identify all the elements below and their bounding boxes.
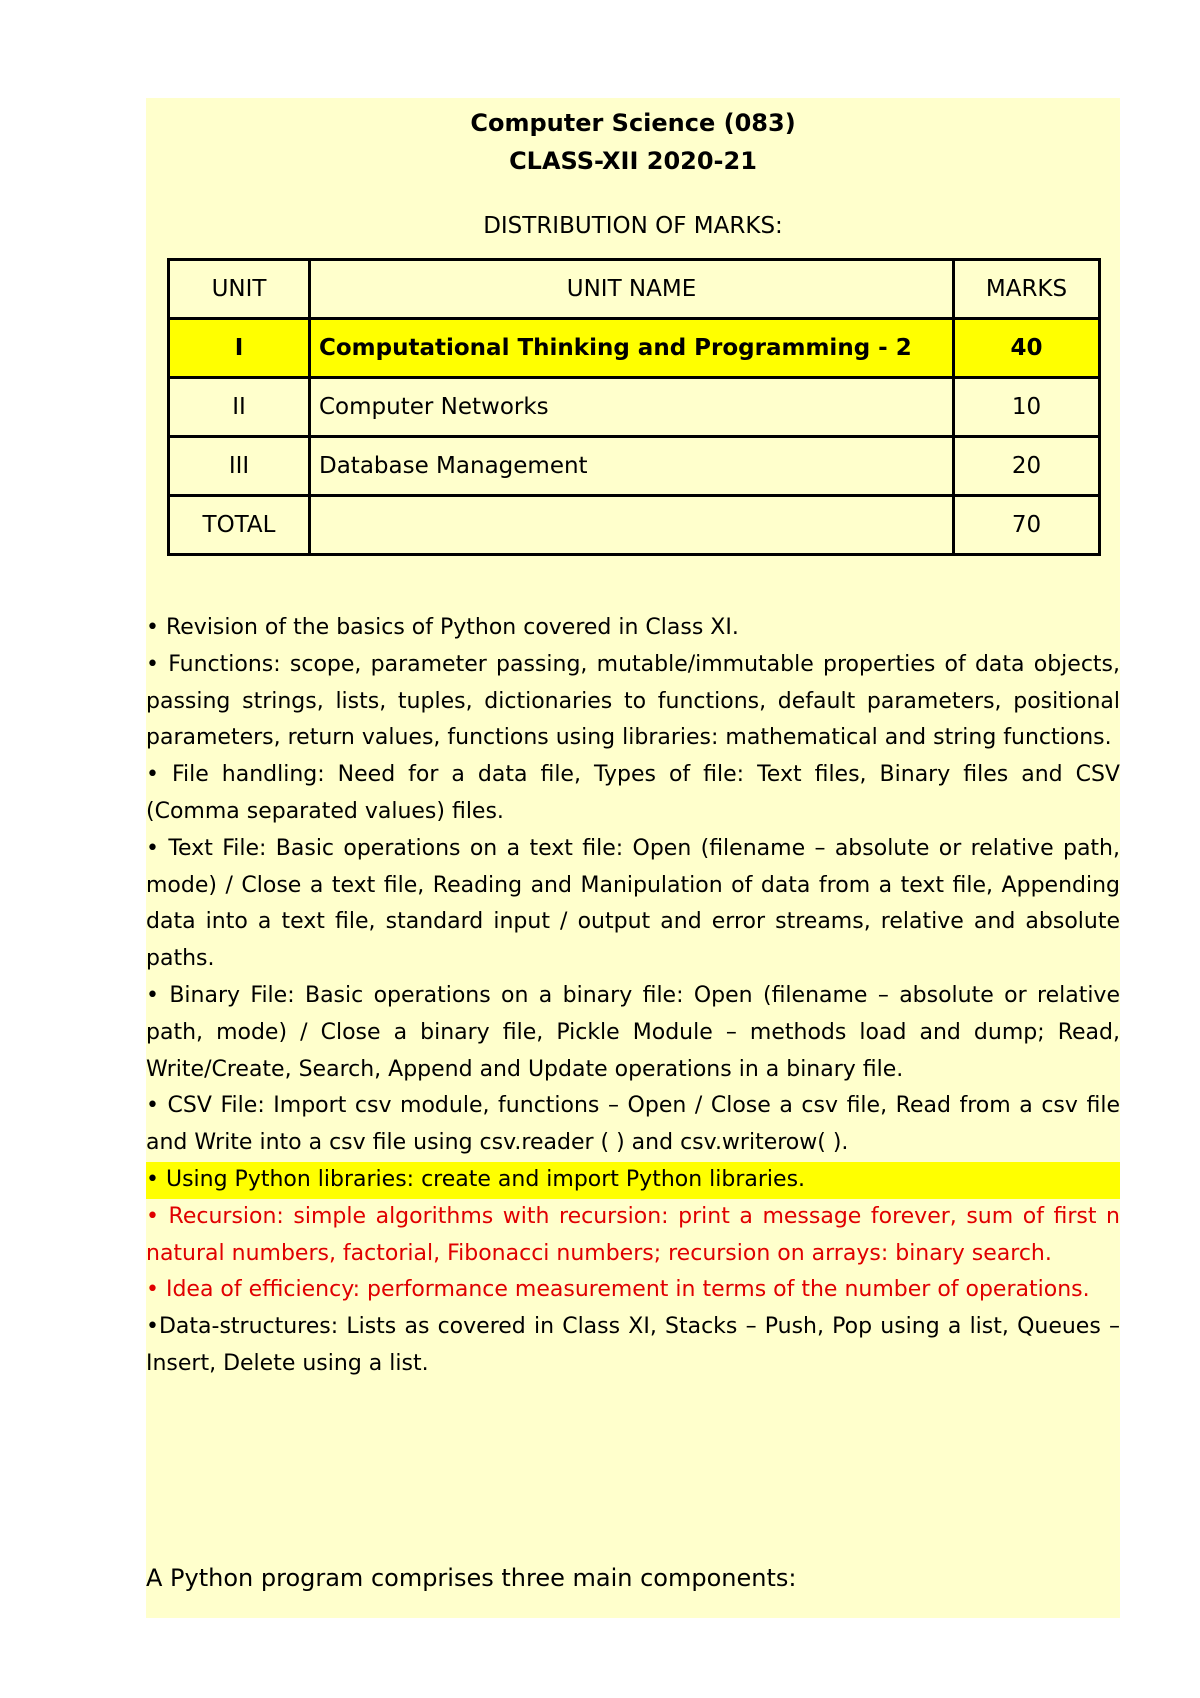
syllabus-item-csv-file: • CSV File: Import csv module, functions – Open / Close a csv file, Read from a csv file and Write into a csv file using csv.reader ( ) and csv.writerow( ). [146,1093,1120,1156]
marks-cell: 70 [954,496,1100,555]
syllabus-item-functions: • Functions: scope, parameter passing, mutable/immutable properties of data objects, passing strings, lists, tuples, dictionaries to functions, default parameters, positional parameters, return values, functions using libraries: mathematical and string functions. [146,651,1120,751]
table-row [169,319,1100,378]
syllabus-item-recursion: • Recursion: simple algorithms with recursion: print a message forever, sum of first n natural numbers, factorial, Fibonacci numbers; recursion on arrays: binary search. [146,1203,1120,1266]
components-line: A Python program comprises three main components: [146,1564,797,1592]
distribution-heading: DISTRIBUTION OF MARKS: [483,213,783,239]
header-marks: MARKS [954,260,1100,319]
header-unit-name: UNIT NAME [310,260,954,319]
syllabus-item-binary-file: • Binary File: Basic operations on a binary file: Open (filename – absolute or relative path, mode) / Close a binary file, Pickle Module – methods load and dump; Read, Write/Create, Search, Append and Update operations in a binary file. [146,982,1120,1082]
class-heading: CLASS-XII 2020-21 [509,147,757,175]
unit-cell: I [169,319,310,378]
table-row [169,437,1100,496]
unit-name-cell: Computational Thinking and Programming - 2 [310,319,954,378]
syllabus-content [146,610,1120,1383]
syllabus-item-data-structures: •Data-structures: Lists as covered in Class XI, Stacks – Push, Pop using a list, Queues – Insert, Delete using a list. [146,1314,1120,1376]
unit-cell: TOTAL [169,496,310,555]
unit-name-cell [310,496,954,555]
marks-table [167,258,1101,556]
unit-name-cell: Computer Networks [310,378,954,437]
syllabus-item-file-handling: • File handling: Need for a data file, Types of file: Text files, Binary files and CSV (Comma separated values) files. [146,762,1120,824]
unit-cell: II [169,378,310,437]
document-title: Computer Science (083) [470,109,796,137]
syllabus-item-text-file: • Text File: Basic operations on a text file: Open (filename – absolute or relative path, mode) / Close a text file, Reading and Manipulation of data from a text file, Appending data into a text file, standard input / output and error streams, relative and absolute paths. [146,835,1120,972]
marks-cell: 10 [954,378,1100,437]
header-unit: UNIT [169,260,310,319]
syllabus-item-revision: • Revision of the basics of Python covered in Class XI. [146,615,739,640]
table-row-total [169,496,1100,555]
unit-name-cell: Database Management [310,437,954,496]
table-row [169,378,1100,437]
marks-cell: 20 [954,437,1100,496]
syllabus-item-efficiency: • Idea of efficiency: performance measurement in terms of the number of operations. [146,1277,1090,1303]
marks-cell: 40 [954,319,1100,378]
syllabus-page [146,98,1120,1618]
syllabus-item-libraries: • Using Python libraries: create and import Python libraries. [146,1162,1120,1199]
table-header-row [169,260,1100,319]
unit-cell: III [169,437,310,496]
